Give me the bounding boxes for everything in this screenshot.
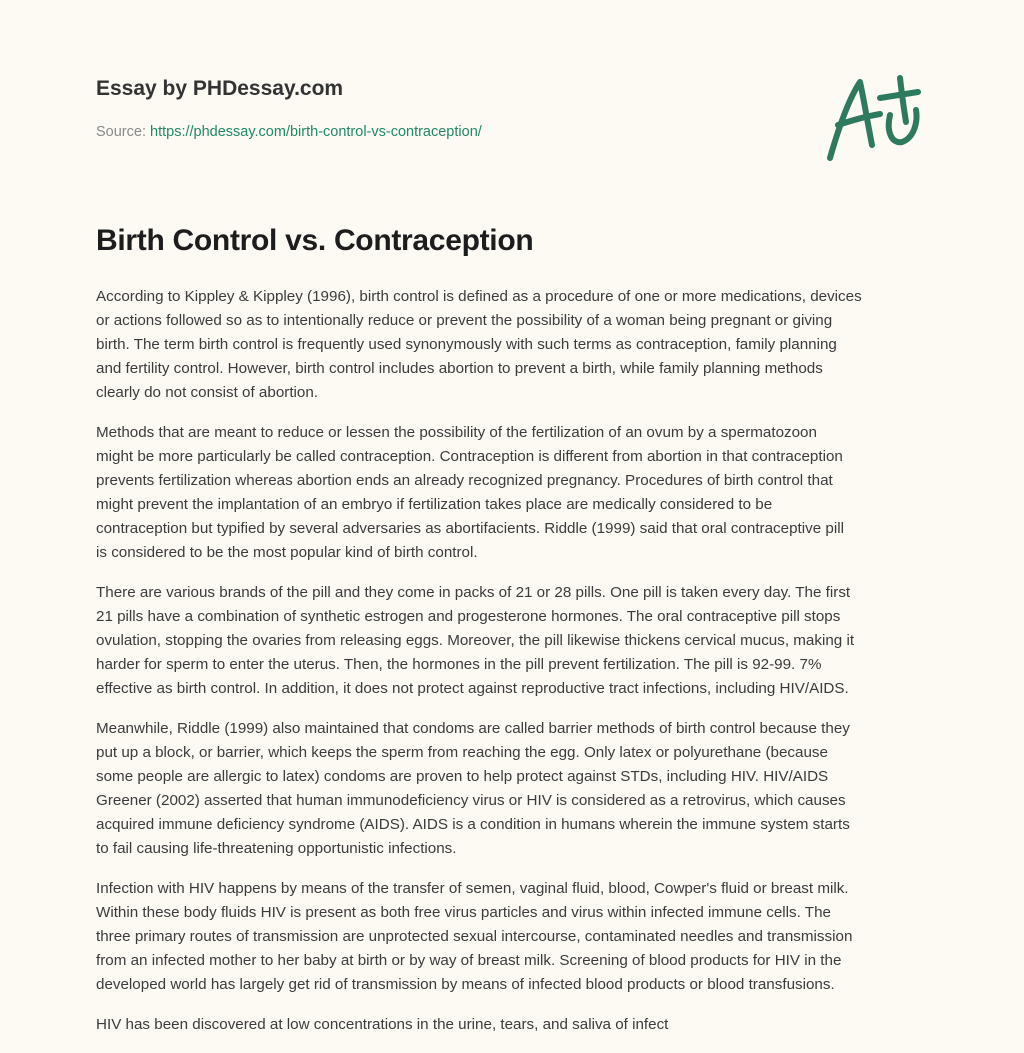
paragraph-line: and fertility control. However, birth control includes abortion to prevent a birth, while family planning methods (96, 360, 823, 377)
essay-paragraph (96, 1013, 936, 1037)
paragraph-line: three primary routes of transmission are unprotected sexual intercourse, contaminated needles and transmission (96, 928, 853, 945)
paragraph-line: some people are allergic to latex) condoms are proven to help protect against STDs, including HIV. HIV/AIDS (96, 768, 829, 785)
paragraph-line: Meanwhile, Riddle (1999) also maintained that condoms are called barrier methods of birth control because they (96, 720, 850, 737)
paragraph-line: ovulation, stopping the ovaries from releasing eggs. Moreover, the pill likewise thickens cervical mucus, making it (96, 632, 855, 649)
essay-paragraph (96, 717, 936, 861)
a-plus-logo-icon (818, 70, 928, 165)
paragraph-line: Greener (2002) asserted that human immunodeficiency virus or HIV is considered as a retrovirus, which causes (96, 792, 846, 809)
paragraph-line: There are various brands of the pill and they come in packs of 21 or 28 pills. One pill is taken every day. The first (96, 584, 851, 601)
paragraph-line: effective as birth control. In addition, it does not protect against reproductive tract infections, including HIV/AIDS. (96, 680, 849, 697)
paragraph-line: clearly do not consist of abortion. (96, 384, 319, 401)
essay-paragraph (96, 285, 936, 405)
essay-body (96, 285, 936, 1053)
paragraph-line: birth. The term birth control is frequently used synonymously with such terms as contraception, family planning (96, 336, 837, 353)
paragraph-line: contraception but typified by several adversaries as abortifacients. Riddle (1999) said that oral contraceptive pill (96, 520, 844, 537)
paragraph-line: from an infected mother to her baby at birth or by way of breast milk. Screening of blood products for HIV in the (96, 952, 842, 969)
source-label: Source: (96, 124, 146, 140)
essay-paragraph (96, 581, 936, 701)
paragraph-line: Methods that are meant to reduce or lessen the possibility of the fertilization of an ovum by a spermatozoon (96, 424, 817, 441)
paragraph-line: Within these body fluids HIV is present as both free virus particles and virus within infected immune cells. The (96, 904, 831, 921)
essay-title: Birth Control vs. Contraception (96, 224, 534, 257)
paragraph-line: HIV has been discovered at low concentrations in the urine, tears, and saliva of infect (96, 1016, 669, 1033)
essay-paragraph (96, 421, 936, 565)
paragraph-line: put up a block, or barrier, which keeps the sperm from reaching the egg. Only latex or polyurethane (because (96, 744, 828, 761)
paragraph-line: acquired immune deficiency syndrome (AIDS). AIDS is a condition in humans wherein the immune system starts (96, 816, 850, 833)
paragraph-line: developed world has largely get rid of transmission by means of infected blood products or blood transfusions. (96, 976, 835, 993)
site-title: Essay by PHDessay.com (96, 77, 344, 100)
paragraph-line: harder for sperm to enter the uterus. Then, the hormones in the pill prevent fertilization. The pill is 92-99. 7% (96, 656, 822, 673)
paragraph-line: or actions followed so as to intentionally reduce or prevent the possibility of a woman being pregnant or giving (96, 312, 833, 329)
paragraph-line: Infection with HIV happens by means of the transfer of semen, vaginal fluid, blood, Cowper's fluid or breast milk. (96, 880, 849, 897)
paragraph-line: might be more particularly be called contraception. Contraception is different from abortion in that contraception (96, 448, 843, 465)
paragraph-line: prevents fertilization whereas abortion ends an already recognized pregnancy. Procedures of birth control that (96, 472, 833, 489)
source-link[interactable]: https://phdessay.com/birth-control-vs-contraception/ (150, 124, 482, 140)
paragraph-line: According to Kippley & Kippley (1996), birth control is defined as a procedure of one or more medications, devices (96, 288, 862, 305)
paragraph-line: 21 pills have a combination of synthetic estrogen and progesterone hormones. The oral contraceptive pill stops (96, 608, 841, 625)
paragraph-line: to fail causing life-threatening opportunistic infections. (96, 840, 457, 857)
paragraph-line: might prevent the implantation of an embryo if fertilization takes place are medically considered to be (96, 496, 773, 513)
essay-paragraph (96, 877, 936, 997)
paragraph-line: is considered to be the most popular kind of birth control. (96, 544, 478, 561)
source-line (96, 124, 482, 140)
